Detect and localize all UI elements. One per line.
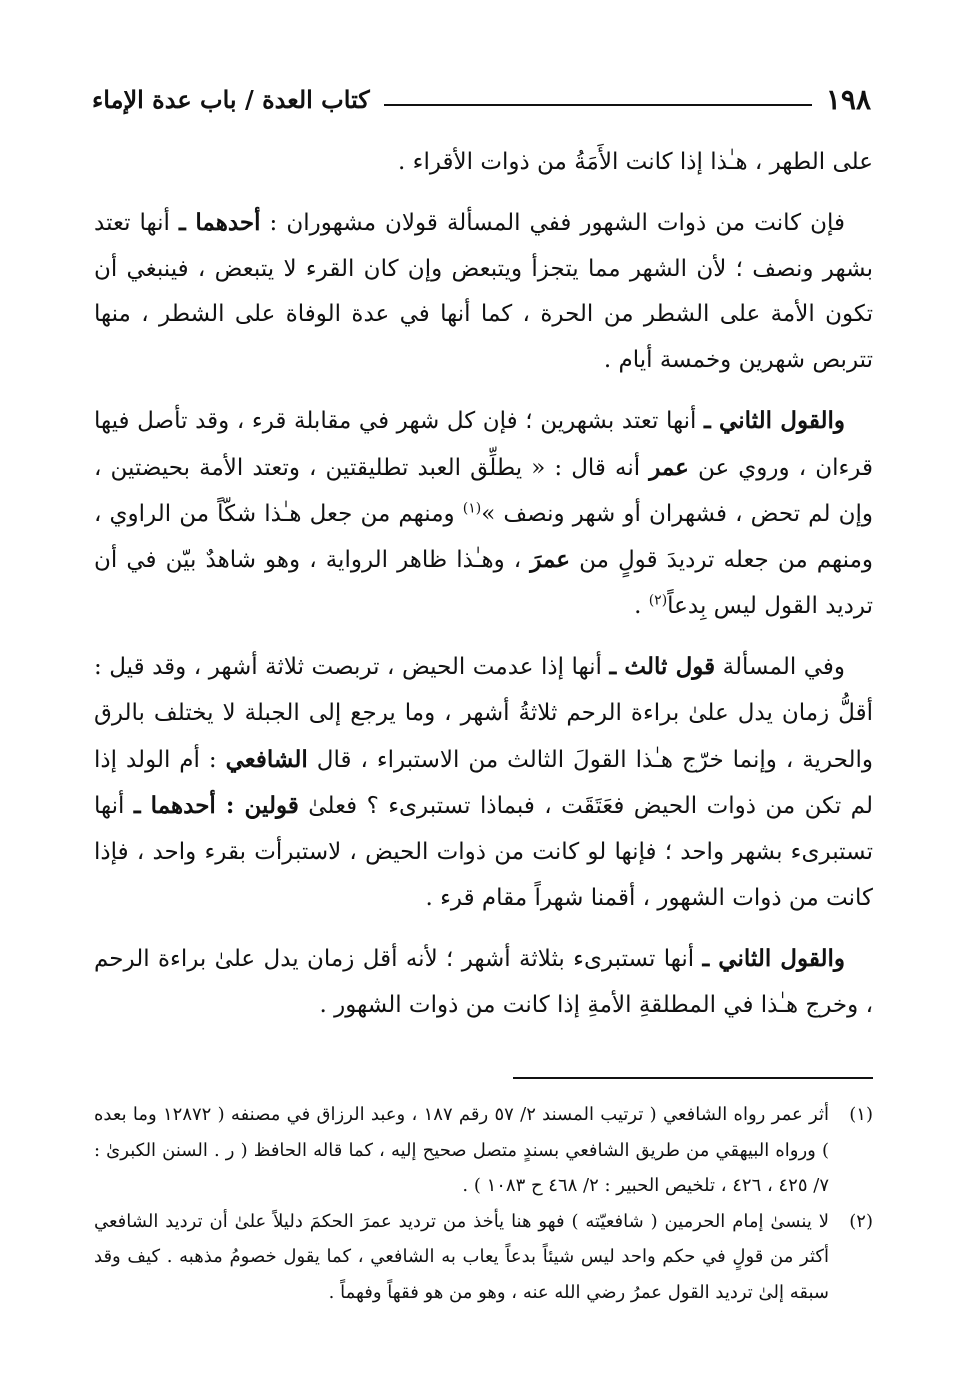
text-run: أنه قال : « يطلِّق العبد تطليقتين ، وتعتد الأمة بحيضتين ، وإن لم تحض ، فشهران أو شهر ونصف »: [94, 454, 873, 527]
text-run: أنها إذا عدمت الحيض ، تربصت ثلاثة أشهر ، وقد قيل : أقلُّ زمان يدل علىٰ براءة الرحم ثلاثةُ أشهر ، وما يرجع إلى الجبلة لا يختلف بالرق والحرية ، وإنما خرّج هـٰذا القولَ الثالث من الاستبراء ، قال: [94, 653, 873, 773]
chapter-title: كتاب العدة / باب عدة الإماء: [92, 84, 370, 114]
bold-text: أحدهما ـ: [178, 208, 261, 236]
footnotes: [94, 1097, 873, 1310]
bold-text: قولين : أحدهما ـ: [133, 792, 299, 820]
text-run: على الطهر ، هـٰذا إذا كانت الأَمَةُ من ذوات الأقراء .: [398, 149, 873, 175]
footnote-reference: (١): [462, 499, 482, 516]
text-run: أنها تعتد بشهرين ؛ فإن كل شهر في مقابلة قرء ، وقد تأصل فيها قرءان ، وروي عن: [94, 407, 873, 481]
bold-text: الشافعي: [225, 745, 308, 773]
footnote-number: (١): [849, 1104, 873, 1125]
paragraph: [94, 936, 873, 1029]
footnote-reference: (٢): [648, 592, 668, 609]
footnote: [94, 1097, 873, 1204]
page-number: ١٩٨: [825, 82, 871, 116]
text-run: أنها تستبرىء بشهر واحد ؛ فإنها لو كانت من ذوات الحيض ، لاستبرأت بقرء واحد ، فإذا كانت من ذوات الشهور ، أقمنا شهراً مقام قرء .: [94, 793, 873, 911]
footnote-number: (٢): [849, 1210, 873, 1232]
paragraph: [94, 200, 873, 384]
paragraph: [94, 644, 873, 922]
text-run: ومنهم من جعل هـٰذا شكّاً من الراوي ، ومنهم من جعله ترديدَ قولٍ من: [94, 500, 873, 574]
text-run: أنها تستبرىء بثلاثة أشهر ؛ لأنه أقل زمان يدل علىٰ براءة الرحم ، وخرج هـٰذا في المطلقةِ الأمةِ إذا كانت من ذوات الشهور .: [94, 945, 873, 1018]
text-run: أنها تعتد بشهر ونصف ؛ لأن الشهر مما يتجزأ ويتبعض وإن كان القرء لا يتبعض ، فينبغي أن تكون الأمة على الشطر من الحرة ، كما أنها في عدة الوفاة على الشطر ، منها تتربص شهرين وخمسة أيام .: [94, 209, 873, 374]
footnote-separator: [513, 1077, 873, 1079]
bold-text: قول ثالث ـ: [609, 652, 716, 680]
bold-text: عمر: [649, 453, 689, 481]
footnote-text: أثر عمر رواه الشافعي ( ترتيب المسند ٢/ ٥٧ رقم ١٨٧ ، وعبد الرزاق في مصنفه ( ١٢٨٧٢ وما بعده ) ورواه البيهقي من طريق الشافعي بسندٍ متصل صحيح إليه ، كما قاله الحافظ ( ر . السنن الكبرىٰ : ٧/ ٤٢٥ ، ٤٢٦ ، تلخيص الحبير : ٢/ ٤٦٨ ح ١٠٨٣ ) .: [94, 1104, 829, 1196]
text-run: ، وهـٰذا ظاهر الرواية ، وهو شاهدٌ بيّن في أن ترديد القول ليس بِدعاً: [94, 547, 873, 620]
bold-text: عمرَ: [530, 546, 571, 574]
text-run: : أم الولد إذا لم تكن من ذوات الحيض فعَتَقَت ، فبماذا تستبرىء ؟ فعلىٰ: [94, 746, 873, 820]
body-text: [94, 140, 873, 1042]
text-run: وفي المسألة: [715, 653, 845, 680]
running-header: [92, 80, 871, 118]
text-run: فإن كانت من ذوات الشهور ففي المسألة قولان مشهوران :: [260, 209, 845, 236]
paragraph: [94, 140, 873, 186]
paragraph: [94, 398, 873, 630]
footnote: [94, 1204, 873, 1311]
header-rule: [384, 104, 812, 106]
footnote-text: لا ينسىٰ إمام الحرمين ( شافعيّته ) فهو هنا يأخذ من ترديد عمرَ الحكمَ دليلاً علىٰ أن ترديد الشافعي أكثر من قولٍ في حكم واحد ليس شيئاً بدعاً يعاب به الشافعي ، كما يقول خصومُ مذهبه . كيف وقد سبقه إلىٰ ترديد القول عمرُ رضي الله عنه ، وهو من هو فقهاً وفهماً .: [94, 1210, 829, 1303]
bold-text: والقول الثاني ـ: [702, 944, 845, 972]
bold-text: والقول الثاني ـ: [704, 406, 845, 434]
text-run: .: [634, 593, 649, 620]
